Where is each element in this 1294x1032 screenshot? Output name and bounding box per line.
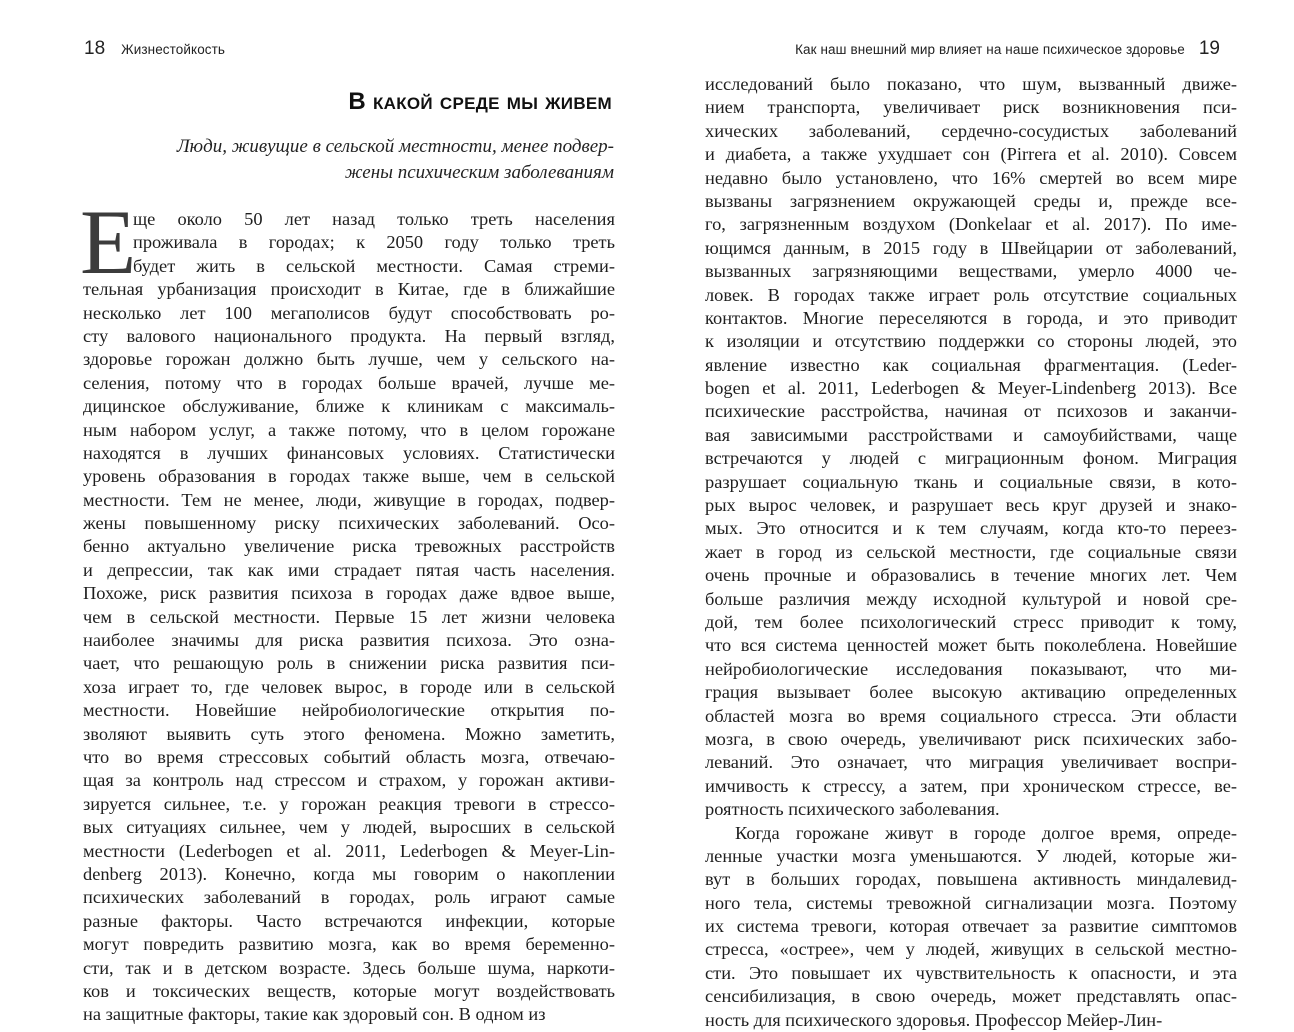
right-page (647, 0, 1294, 1030)
text-line: леваний. Это означает, что миграция увеличивает воспри- (705, 752, 1237, 773)
text-line: вызваны загрязнением окружающей среды и, прежде все- (705, 190, 1237, 211)
text-line: вут в больших городах, повышена активность миндалевид- (705, 869, 1237, 890)
left-running-head (84, 38, 225, 66)
left-page-number: 18 (84, 38, 106, 59)
text-line: вых ситуациях сильнее, чем у людей, выросших в сельской (83, 817, 615, 838)
text-line: мых. Это относится и к тем случаям, когда кто-то переез- (705, 518, 1237, 539)
epigraph-line: жены психическим заболеваниям (344, 162, 614, 183)
text-line: очень прочные и образовались в течение многих лет. Чем (705, 565, 1237, 586)
text-line: наиболее значимы для риска развития психоза. Это озна- (83, 630, 615, 651)
text-line: Похоже, риск развития психоза в городах даже вдвое выше, (83, 583, 615, 604)
text-line: ловек. В городах также играет роль отсутствие социальных (705, 284, 1237, 305)
text-line: чает, что решающую роль в снижении риска развития пси- (83, 653, 615, 674)
text-line: что вся система ценностей может быть поколеблена. Новейшие (705, 635, 1237, 656)
text-line: Когда горожане живут в городе долгое время, опреде- (735, 822, 1237, 843)
text-line: разрушает социальную ткань и социальные связи, в кото- (705, 471, 1237, 492)
text-line: ще около 50 лет назад только треть населения (133, 209, 615, 229)
text-line: недавно было установлено, что 16% смертей во всем мире (705, 167, 1237, 188)
text-line: ков и токсических веществ, которые могут воздействовать (83, 980, 615, 1001)
text-line: стресса, «острее», чем у людей, живущих в сельской местно- (705, 939, 1237, 960)
text-line: контактов. Многие переселяются в города, и это приводит (705, 307, 1237, 328)
text-line: несколько лет 100 мегаполисов будут способствовать ро- (83, 302, 615, 323)
text-line: вая зависимыми расстройствами и самоубийствами, чаще (705, 424, 1237, 445)
text-line: denberg 2013). Конечно, когда мы говорим о накоплении (83, 863, 615, 884)
text-line: роятность психического заболевания. (705, 799, 1000, 820)
text-line: местности. Тем не менее, люди, живущие в городах, подвер- (83, 489, 615, 510)
heading-rest: какой среде мы живем (372, 88, 612, 115)
text-line: здоровье горожан должно быть лучше, чем у сельского на- (83, 349, 615, 370)
drop-cap: Е (80, 191, 137, 293)
text-line: областей мозга во время социального стресса. Эти области (705, 705, 1237, 726)
text-line: го, загрязненным воздухом (Donkelaar et al. 2017). По име- (705, 214, 1237, 235)
text-line: bogen et al. 2011, Lederbogen & Meyer-Lindenberg 2013). Все (705, 378, 1237, 399)
text-line: ного тела, системы тревожной сигнализации мозга. Поэтому (705, 892, 1237, 913)
text-line: зируется сильнее, т.е. у горожан реакция тревоги в стрессо- (83, 793, 615, 814)
text-line: уровень образования в городах также выше, чем в сельской (83, 466, 615, 487)
text-line: вызванных загрязняющими веществами, умерло 4000 че- (705, 261, 1237, 282)
text-line: ным набором услуг, а также потому, что в целом горожане (83, 419, 615, 440)
text-line: ленные участки мозга уменьшаются. У людей, которые жи- (705, 845, 1237, 866)
section-heading (348, 88, 612, 116)
text-line: чем в сельской местности. Первые 15 лет жизни человека (83, 606, 615, 627)
text-line: и депрессии, так как ими страдает пятая часть населения. (83, 559, 615, 580)
text-line: дицинское обслуживание, ближе к клиникам с максималь- (83, 396, 615, 417)
text-line: жены повышенному риску психических заболеваний. Осо- (83, 513, 615, 534)
epigraph (94, 134, 614, 186)
text-line: нием транспорта, увеличивает риск возникновения пси- (705, 97, 1237, 118)
text-line: селения, потому что в городах больше врачей, лучше ме- (83, 372, 615, 393)
text-line: местности. Новейшие нейробиологические открытия по- (83, 700, 615, 721)
text-line: нейробиологические исследования показывают, что ми- (705, 658, 1237, 679)
text-line: тельная урбанизация происходит в Китае, где в ближайшие (83, 279, 615, 300)
text-line: психические расстройства, начиная от психозов и заканчи- (705, 401, 1237, 422)
text-line: сти, так и в детском возрасте. Здесь больше шума, наркоти- (83, 957, 615, 978)
right-running-title: Как наш внешний мир влияет на наше психическое здоровье (795, 42, 1185, 57)
left-page (0, 0, 647, 1025)
text-line: рых вырос человек, и разрушает весь круг друзей и знако- (705, 495, 1237, 516)
text-line: встречаются у людей с миграционным фоном. Миграция (705, 448, 1237, 469)
text-line: сти. Это повышает их чувствительность к опасности, и эта (705, 962, 1237, 983)
text-line: на защитные факторы, такие как здоровый сон. В одном из (83, 1004, 546, 1025)
text-line: ющимся данным, в 2015 году в Швейцарии от заболеваний, (705, 237, 1237, 258)
text-line: местности (Lederbogen et al. 2011, Lederbogen & Meyer-Lin- (83, 840, 615, 861)
heading-prefix: В (348, 88, 366, 115)
text-line: мозга, в свою очередь, увеличивают риск психических забо- (705, 728, 1237, 749)
text-line: психических заболеваний в городах, роль играют самые (83, 887, 615, 908)
text-line: их система тревоги, которая отвечает за развитие симптомов (705, 916, 1237, 937)
text-line: могут повредить развитию мозга, как во время беременно- (83, 934, 615, 955)
right-running-head (795, 38, 1220, 66)
text-line: зволяют выявить суть этого феномена. Можно заметить, (83, 723, 615, 744)
epigraph-line: Люди, живущие в сельской местности, менее подвер- (176, 136, 614, 157)
text-line: сенсибилизация, в свою очередь, может представлять опас- (705, 986, 1237, 1007)
text-line: разные факторы. Часто встречаются инфекции, которые (83, 910, 615, 931)
text-line: явление известно как социальная фрагментация. (Leder- (705, 354, 1237, 375)
text-line: больше различия между исходной культурой и новой сре- (705, 588, 1237, 609)
text-line: что во время стрессовых событий область мозга, отвечаю- (83, 746, 615, 767)
text-line: хоза играет то, где человек вырос, в городе или в сельской (83, 676, 615, 697)
right-page-number: 19 (1198, 38, 1220, 59)
left-running-title: Жизнестойкость (121, 42, 226, 57)
text-line: проживала в городах; к 2050 году только треть (133, 232, 615, 253)
text-line: дой, тем более психологический стресс приводит к тому, (705, 611, 1237, 632)
text-line: к изоляции и отсутствию поддержки со стороны людей, это (705, 331, 1237, 352)
text-line: сту валового национального продукта. На первый взгляд, (83, 325, 615, 346)
text-line: хических заболеваний, сердечно-сосудистых заболеваний (705, 120, 1237, 141)
text-line: бенно актуально увеличение риска тревожных расстройств (83, 536, 615, 557)
text-line: исследований было показано, что шум, вызванный движе- (705, 74, 1237, 94)
text-line: грация вызывает более высокую активацию определенных (705, 682, 1237, 703)
text-line: и диабета, а также ухудшает сон (Pirrera et al. 2010). Совсем (705, 144, 1237, 165)
text-line: находятся в лучших финансовых условиях. Статистически (83, 442, 615, 463)
text-line: ность для психического здоровья. Профессор Мейер-Лин- (705, 1009, 1163, 1030)
text-line: будет жить в сельской местности. Самая стреми- (133, 255, 615, 276)
right-body-text (705, 73, 1237, 1032)
text-line: щая за контроль над стрессом и страхом, у горожан активи- (83, 770, 615, 791)
left-body-text (83, 208, 615, 1027)
text-line: жает в город из сельской местности, где социальные связи (705, 541, 1237, 562)
text-line: имчивость к стрессу, а затем, при хроническом стрессе, ве- (705, 775, 1237, 796)
